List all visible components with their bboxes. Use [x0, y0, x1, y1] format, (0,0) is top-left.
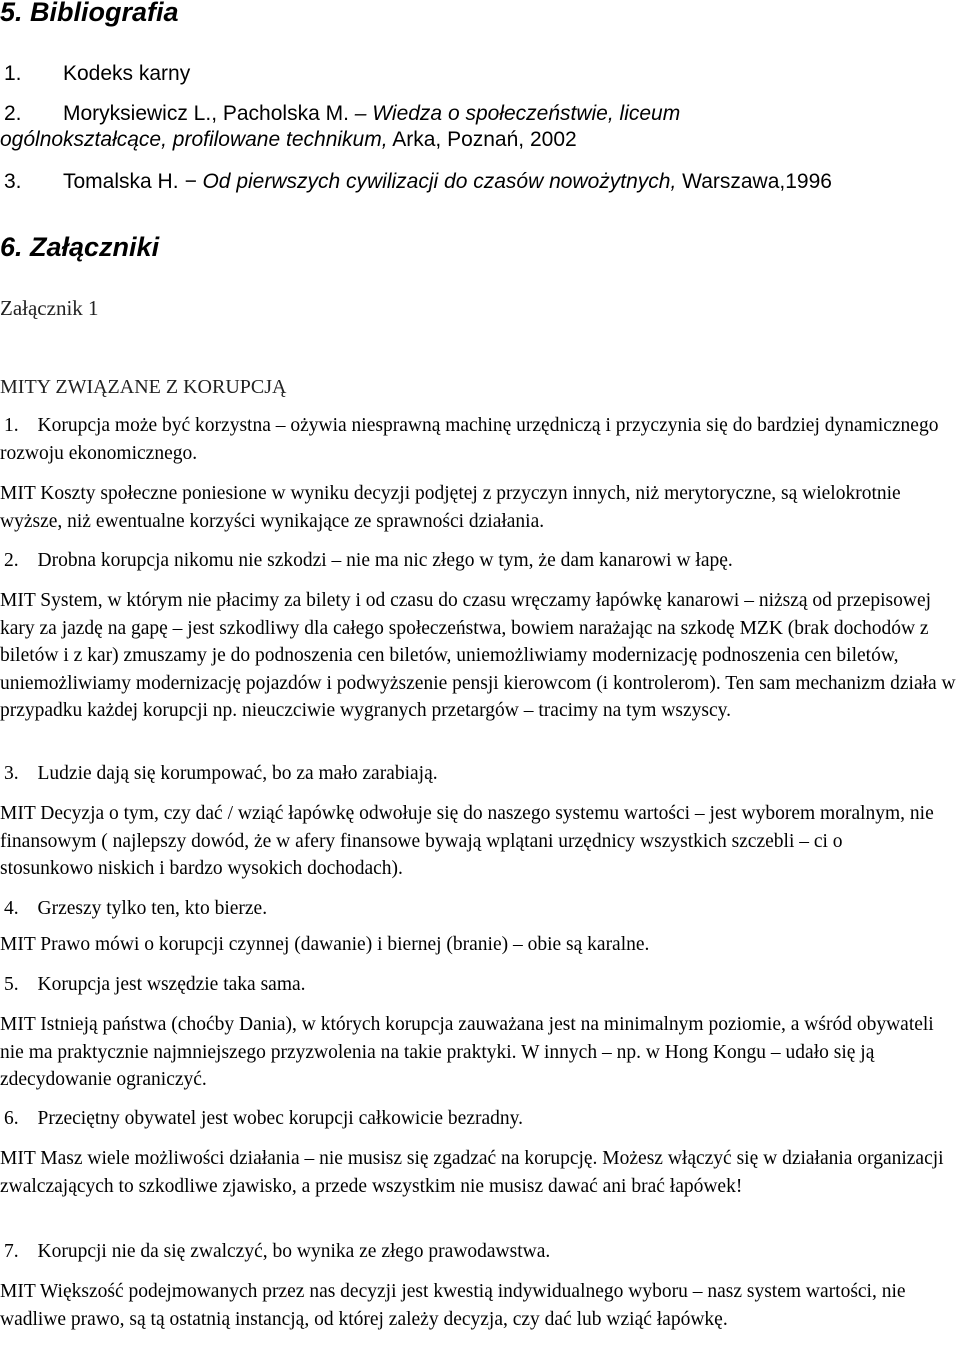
bibliography-item-author: Kodeks karny	[63, 62, 191, 85]
bibliography-item-2	[0, 101, 790, 153]
bibliography-item-1	[0, 61, 960, 87]
myth-7	[0, 1238, 958, 1266]
myth-7-explanation: MIT Większość podejmowanych przez nas decyzji jest kwestią indywidualnego wyboru – nasz system wartości, nie wadliwe prawo, są tą ostatnią instancją, od której zależy decyzja, czy dać lub wziąć łapówkę.	[0, 1281, 906, 1330]
bibliography-item-number: 2.	[4, 102, 22, 125]
myth-5	[0, 971, 958, 999]
myth-text: Ludzie dają się korumpować, bo za mało zarabiają.	[37, 763, 438, 784]
myth-number: 6.	[4, 1108, 19, 1129]
bibliography-item-number: 1.	[4, 62, 22, 85]
myth-text: Drobna korupcja nikomu nie szkodzi – nie ma nic złego w tym, że dam kanarowi w łapę.	[37, 550, 733, 571]
bibliography-item-publisher: Warszawa,1996	[676, 170, 832, 193]
myth-number: 3.	[4, 763, 19, 784]
bibliography-item-author: Tomalska H.	[63, 170, 185, 193]
myth-6	[0, 1105, 958, 1133]
bibliography-item-publisher: Arka, Poznań, 2002	[387, 128, 577, 151]
myth-text: Grzeszy tylko ten, kto bierze.	[37, 898, 268, 919]
myth-2	[0, 547, 958, 575]
myth-2-explanation: MIT System, w którym nie płacimy za bilety i od czasu do czasu wręczamy łapówkę kanarowi – niższą od przepisowej kary za jazdę na gapę – jest szkodliwy dla całego społeczeństwa, bowiem narażając na szkodę MZK (brak dochodów z biletów i z kar) zmuszamy je do podnoszenia cen biletów, uniemożliwiamy modernizację podnoszenia cen biletów, uniemożliwiamy modernizację pojazdów i podwyższenie pensji kierowcom (i kontrolerom). Ten sam mechanizm działa w przypadku każdej korupcji np. nieuczciwie wygranych przetargów – tracimy na tym wszyscy.	[0, 590, 956, 721]
myth-4	[0, 895, 958, 923]
myth-3-explanation: MIT Decyzja o tym, czy dać / wziąć łapówkę odwołuje się do naszego systemu wartości – jest wyborem moralnym, nie finansowym ( najlepszy dowód, że w afery finansowe bywają wplątani urzędnicy wszystkich szczebli – ci o stosunkowo niskich i bardzo wysokich dochodach).	[0, 803, 934, 879]
myth-number: 5.	[4, 974, 19, 995]
myth-text: Korupcja może być korzystna – ożywia niesprawną machinę urzędniczą i przyczynia się do bardziej dynamicznego rozwoju ekonomicznego.	[0, 415, 939, 464]
myth-text: Korupcja jest wszędzie taka sama.	[37, 974, 306, 995]
myth-3	[0, 760, 958, 788]
myth-4-explanation: MIT Prawo mówi o korupcji czynnej (dawanie) i biernej (branie) – obie są karalne.	[0, 934, 650, 955]
appendix-title: MITY ZWIĄZANE Z KORUPCJĄ	[0, 376, 287, 398]
myth-number: 4.	[4, 898, 19, 919]
bibliography-item-title: − Od pierwszych cywilizacji do czasów nowożytnych,	[184, 170, 677, 193]
myth-6-explanation: MIT Masz wiele możliwości działania – nie musisz się zgadzać na korupcję. Możesz włączyć się w działania organizacji zwalczających to szkodliwe zjawisko, a przede wszystkim nie musisz dawać ani brać łapówek!	[0, 1148, 944, 1197]
bibliography-item-3	[0, 169, 960, 195]
bibliography-item-author: Moryksiewicz L., Pacholska M.	[63, 102, 355, 125]
bibliography-item-number: 3.	[4, 170, 22, 193]
myth-number: 7.	[4, 1241, 19, 1262]
appendix-subheading: Załącznik 1	[0, 296, 99, 320]
myth-1-explanation: MIT Koszty społeczne poniesione w wyniku decyzji podjętej z przyczyn innych, niż merytoryczne, są wielokrotnie wyższe, niż ewentualne korzyści wynikające ze sprawności działania.	[0, 483, 901, 532]
myth-1	[0, 412, 958, 467]
bibliography-item-title: – Wiedza o społeczeństwie, liceum ogólnokształcące, profilowane technikum,	[0, 102, 681, 151]
myth-text: Przeciętny obywatel jest wobec korupcji całkowicie bezradny.	[37, 1108, 524, 1129]
myth-5-explanation: MIT Istnieją państwa (choćby Dania), w których korupcja zauważana jest na minimalnym poziomie, a wśród obywateli nie ma praktycznie najmniejszego przyzwolenia na takie praktyki. W innych – np. w Hong Kongu – udało się ją zdecydowanie ograniczyć.	[0, 1014, 934, 1090]
appendices-heading: 6. Załączniki	[0, 232, 160, 262]
myth-number: 1.	[4, 415, 19, 436]
myth-number: 2.	[4, 550, 19, 571]
bibliography-heading: 5. Bibliografia	[0, 0, 179, 27]
myth-text: Korupcji nie da się zwalczyć, bo wynika ze złego prawodawstwa.	[37, 1241, 551, 1262]
